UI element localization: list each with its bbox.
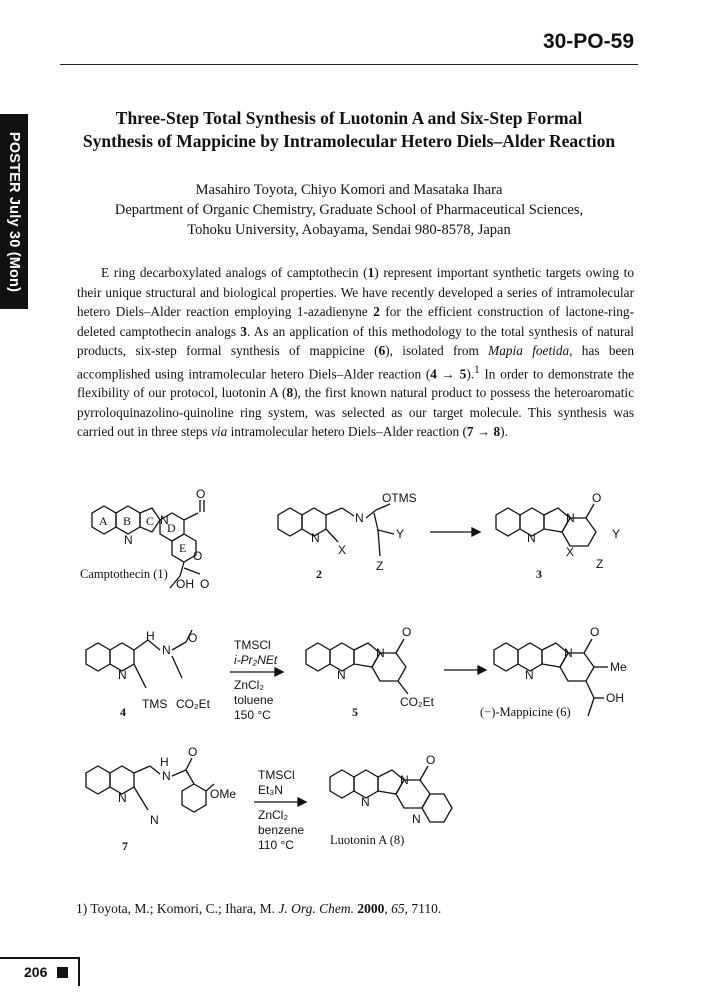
condition-2-line-2: Et₃N (258, 783, 283, 797)
reaction-arrowhead-4 (298, 798, 306, 806)
compound-4-structure (86, 630, 192, 688)
compound-3-structure (496, 504, 596, 546)
compound-7-n3: N (150, 813, 159, 827)
compound-3-n2: N (566, 511, 575, 525)
luotonin-n3: N (412, 812, 421, 826)
compound-7-structure (86, 758, 214, 812)
compound-2-n2: N (355, 511, 364, 525)
condition-1-line-4: toluene (234, 693, 274, 707)
poster-code: 30-PO-59 (542, 30, 634, 53)
compound-7-h: H (160, 755, 169, 769)
compound-5-structure (306, 639, 408, 694)
compound-4-h: H (146, 629, 155, 643)
side-tab (0, 114, 28, 309)
compound-4-co2et: CO₂Et (176, 697, 210, 711)
compound-2-x: X (338, 543, 347, 557)
compound-2-structure (278, 504, 394, 556)
compound-7-n1: N (118, 791, 127, 805)
camptothecin-o3: O (200, 577, 210, 591)
compound-2-label: 2 (316, 567, 322, 581)
camptothecin-n2: N (160, 513, 169, 527)
compound-3-y: Y (612, 527, 621, 541)
condition-1-line-1: TMSCl (234, 638, 271, 652)
affiliation-line-2: Tohoku University, Aobayama, Sendai 980-8578, Japan (187, 222, 511, 238)
reaction-arrowhead-3 (478, 666, 486, 674)
paper-title (60, 107, 638, 153)
condition-2-line-4: benzene (258, 823, 305, 837)
compound-4-label: 4 (120, 705, 126, 719)
camptothecin-oh: OH (176, 577, 194, 591)
page-marker-square (57, 967, 68, 978)
compound-7-ome: OMe (210, 787, 237, 801)
compound-4-n1: N (118, 668, 127, 682)
compound-3-z: Z (596, 557, 604, 571)
header-rule (60, 64, 638, 65)
mappicine-oh: OH (606, 691, 624, 705)
compound-4-o: O (188, 631, 198, 645)
ring-e-label: E (179, 541, 187, 555)
compound-5-n1: N (337, 668, 346, 682)
compound-3-label: 3 (536, 567, 542, 581)
reference-1: 1) Toyota, M.; Komori, C.; Ihara, M. J. Org. Chem. 2000, 65, 7110. (76, 901, 442, 916)
compound-2-otms: OTMS (382, 491, 417, 505)
ring-a-label: A (99, 514, 108, 528)
condition-2-line-3: ZnCl₂ (258, 808, 288, 822)
compound-7-label: 7 (122, 839, 128, 853)
condition-2-line-1: TMSCl (258, 768, 295, 782)
compound-4-n2: N (162, 643, 171, 657)
camptothecin-o1: O (196, 487, 206, 501)
ring-c-label: C (146, 514, 155, 528)
compound-2-y: Y (396, 527, 405, 541)
page-number: 206 (24, 964, 48, 980)
affiliation-line-1: Department of Organic Chemistry, Graduate School of Pharmaceutical Sciences, (114, 202, 584, 218)
luotonin-o: O (426, 753, 436, 767)
ring-d-label: D (167, 521, 176, 535)
condition-1-line-2: i-Pr₂NEt (234, 653, 278, 667)
camptothecin-label: Camptothecin (1) (80, 567, 168, 581)
reaction-scheme (0, 480, 704, 880)
reaction-arrowhead-2 (275, 668, 283, 676)
compound-5-n2: N (376, 646, 385, 660)
compound-3-n1: N (527, 531, 536, 545)
reaction-arrowhead-1 (472, 528, 480, 536)
camptothecin-n1: N (124, 533, 133, 547)
side-tab-label: POSTER July 30 (Mon) (6, 131, 22, 292)
mappicine-me: Me (610, 660, 627, 674)
abstract-paragraph: E ring decarboxylated analogs of camptothecin (1) represent important synthetic targets owing to their unique structural and biological properties. We have recently developed a series of intramolecular hetero Diels–Alder reaction employing 1-azadienyne 2 for the efficient construction of lactone-ring-deleted camptothecin analogs 3. As an application of this methodology to the total synthesis of natural products, six-step formal synthesis of mappicine (6), isolated from Mapia foetida, has been accomplished using intramolecular hetero Diels–Alder reaction (4 → 5).$^1$ In order to demonstrate the flexibility of our protocol, luotonin A (8), the first known natural product to possess the heteroaromatic pyrroloquinazolino-quinoline ring system, was selected as our target molecule. This synthesis was carried out in three steps via intramolecular hetero Diels–Alder reaction (7 → 8). (77, 265, 634, 440)
luotonin-label: Luotonin A (8) (330, 833, 405, 847)
mappicine-label: (−)-Mappicine (6) (480, 705, 571, 719)
mappicine-n1: N (525, 668, 534, 682)
luotonin-n1: N (361, 795, 370, 809)
author-names: Masahiro Toyota, Chiyo Komori and Masataka Ihara (195, 182, 503, 198)
ring-b-label: B (123, 514, 132, 528)
abstract (77, 263, 634, 442)
condition-1-line-5: 150 °C (234, 708, 271, 722)
compound-2-z: Z (376, 559, 384, 573)
title-line-2: Synthesis of Mappicine by Intramolecular Hetero Diels–Alder Reaction (82, 131, 616, 151)
compound-5-o: O (402, 625, 412, 639)
page-number-box (0, 957, 80, 986)
compound-7-n2: N (162, 769, 171, 783)
condition-2-line-5: 110 °C (258, 838, 294, 852)
mappicine-o: O (590, 625, 600, 639)
luotonin-structure (330, 766, 452, 822)
luotonin-n2: N (400, 773, 409, 787)
condition-1-line-3: ZnCl₂ (234, 678, 264, 692)
compound-3-o: O (592, 491, 602, 505)
camptothecin-o2: O (193, 549, 203, 563)
compound-5-co2et: CO₂Et (400, 695, 434, 709)
compound-5-label: 5 (352, 705, 358, 719)
compound-2-n1: N (311, 531, 320, 545)
mappicine-n2: N (564, 646, 573, 660)
authors-block (60, 180, 638, 240)
compound-7-o: O (188, 745, 198, 759)
title-line-1: Three-Step Total Synthesis of Luotonin A and Six-Step Formal (115, 108, 583, 128)
compound-4-tms: TMS (142, 697, 168, 711)
compound-3-x: X (566, 545, 575, 559)
